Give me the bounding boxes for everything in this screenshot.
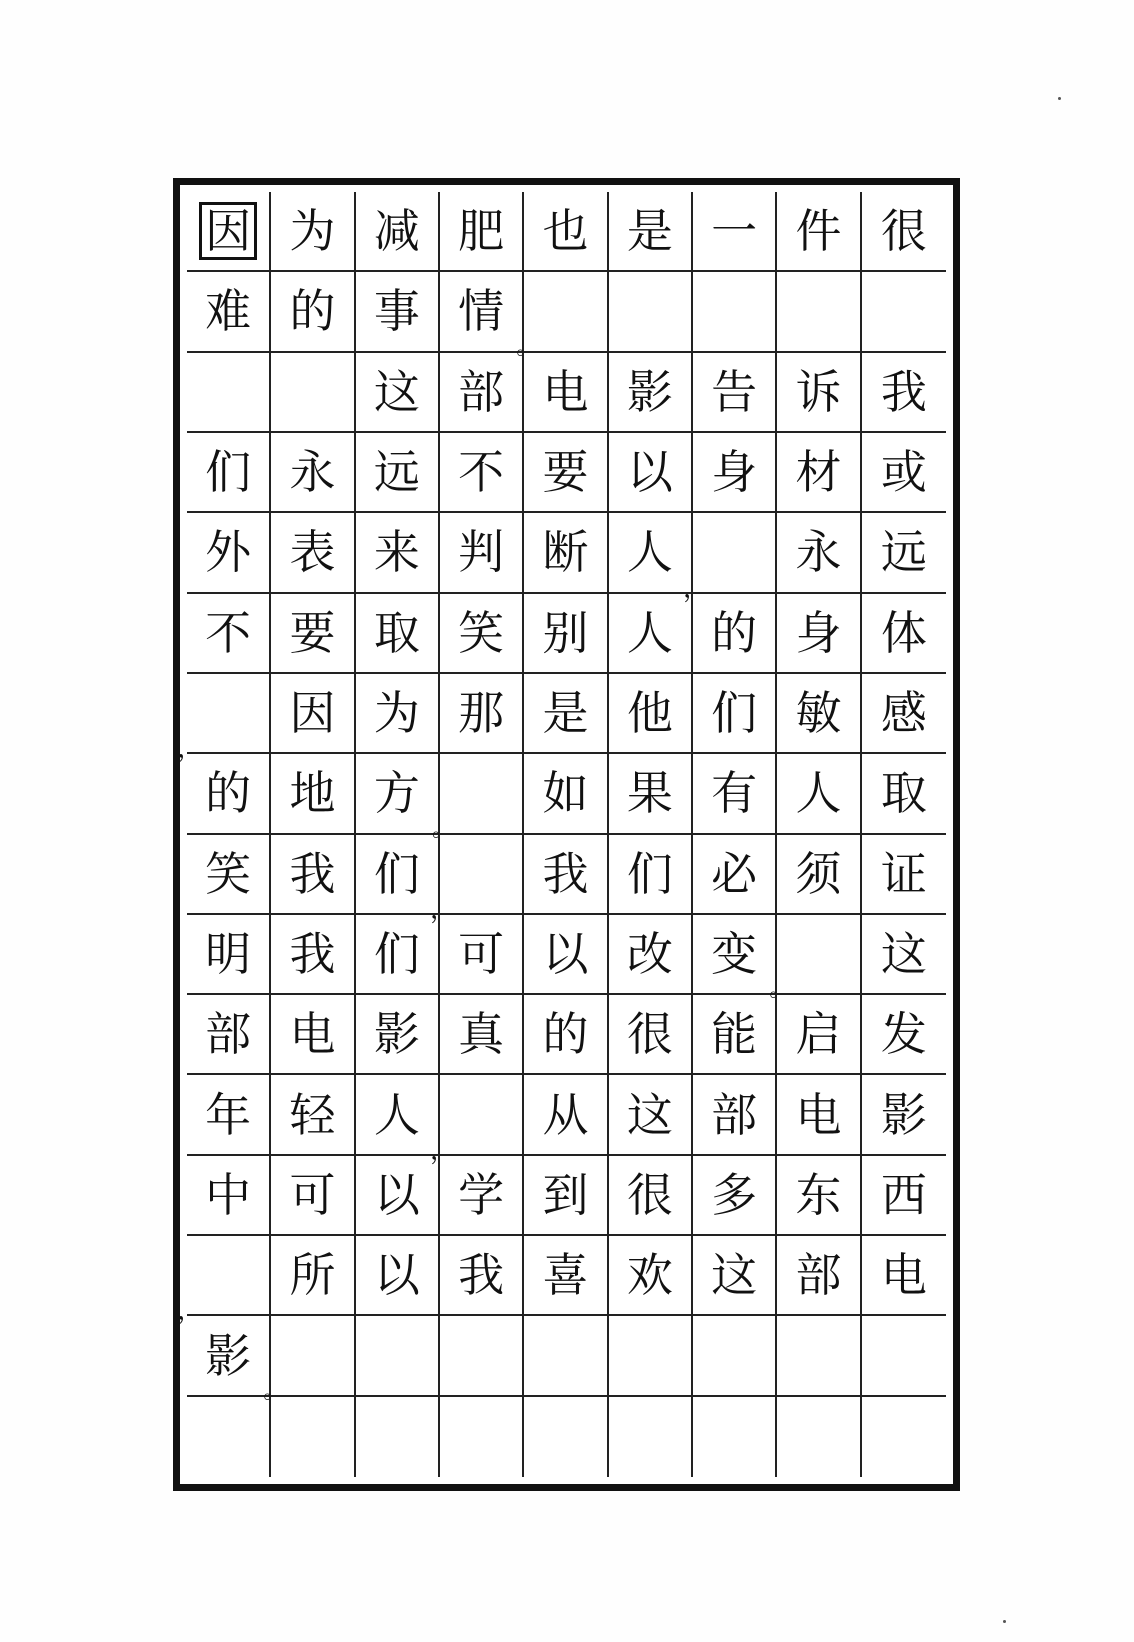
grid-cell [609, 674, 693, 754]
handwritten-character: 很 [626, 1167, 673, 1222]
handwritten-character: 取 [373, 605, 420, 660]
grid-cell [609, 1397, 693, 1477]
handwritten-character: 年 [205, 1087, 252, 1142]
grid-cell [693, 754, 777, 834]
grid-cell [356, 272, 440, 352]
handwritten-character: 我 [542, 846, 589, 901]
handwritten-character: 因 [205, 204, 252, 259]
handwritten-character: 外 [205, 525, 252, 580]
handwritten-character: 要 [289, 605, 336, 660]
grid-cell [777, 272, 861, 352]
handwritten-character: 件 [795, 204, 842, 259]
grid-cell [271, 1397, 355, 1477]
handwritten-character: 地 [289, 766, 336, 821]
grid-cell [187, 995, 271, 1075]
grid-cell [777, 674, 861, 754]
handwritten-character: 我 [289, 926, 336, 981]
grid-cell [609, 754, 693, 834]
handwritten-character: 为 [289, 204, 336, 259]
grid-cell [777, 1156, 861, 1236]
comma-mark: ， [430, 1135, 457, 1166]
handwritten-character: 我 [458, 1248, 505, 1303]
handwritten-character: 多 [711, 1167, 758, 1222]
handwritten-character: 东 [795, 1167, 842, 1222]
paper-speck [1003, 1620, 1006, 1623]
grid-cell [440, 272, 524, 352]
grid-cell [356, 995, 440, 1075]
paper-speck [1058, 97, 1061, 100]
handwritten-character: 感 [880, 686, 927, 741]
handwritten-character: 启 [795, 1007, 842, 1062]
grid-cell [430, 835, 524, 925]
comma-mark: ， [177, 1296, 204, 1327]
grid-cell [777, 1397, 861, 1477]
handwritten-character: 别 [542, 605, 589, 660]
grid-cell [862, 915, 946, 995]
handwritten-character: 影 [626, 364, 673, 419]
grid-cell [862, 1236, 946, 1316]
grid-cell [524, 674, 608, 754]
grid-cell [271, 192, 355, 272]
grid-cell [187, 272, 271, 352]
handwritten-character: 判 [458, 525, 505, 580]
grid-cell [693, 353, 777, 433]
handwritten-character: 影 [880, 1087, 927, 1142]
grid-cell [356, 353, 440, 433]
grid-cell [187, 915, 271, 995]
handwritten-character: 们 [373, 846, 420, 901]
grid-cell [693, 272, 777, 352]
handwritten-character: 真 [458, 1007, 505, 1062]
grid-cell [609, 1316, 693, 1396]
period-mark: 。 [263, 1378, 286, 1404]
grid-cell [516, 272, 608, 360]
handwritten-character: 变 [711, 926, 758, 981]
grid-cell [862, 513, 946, 593]
handwritten-character: 证 [880, 846, 927, 901]
grid-cell [683, 513, 777, 604]
grid-cell [187, 835, 271, 915]
grid-cell [777, 192, 861, 272]
handwritten-character: 永 [289, 445, 336, 500]
grid-cell [862, 272, 946, 352]
grid-cell [862, 1397, 946, 1477]
grid-cell [356, 1316, 440, 1396]
handwritten-character: 影 [205, 1328, 252, 1383]
handwritten-character: 到 [542, 1167, 589, 1222]
handwritten-character: 学 [458, 1167, 505, 1222]
handwritten-character: 笑 [205, 846, 252, 901]
handwritten-character: 以 [373, 1167, 420, 1222]
handwritten-character: 能 [711, 1007, 758, 1062]
handwritten-character: 为 [373, 686, 420, 741]
grid-cell [777, 513, 861, 593]
grid-cell [187, 1316, 271, 1396]
grid-cell [862, 835, 946, 915]
handwritten-character: 西 [880, 1167, 927, 1222]
grid-cell [356, 1156, 440, 1236]
grid-cell [609, 995, 693, 1075]
handwritten-character: 情 [458, 284, 505, 339]
handwritten-character: 人 [626, 525, 673, 580]
grid-cell [777, 1316, 861, 1396]
handwritten-character: 电 [880, 1248, 927, 1303]
grid-cell [271, 433, 355, 513]
handwritten-character: 断 [542, 525, 589, 580]
grid-cell [356, 754, 440, 834]
handwritten-character: 身 [795, 605, 842, 660]
handwritten-character: 不 [205, 605, 252, 660]
handwritten-character: 是 [542, 686, 589, 741]
handwritten-character: 发 [880, 1007, 927, 1062]
handwritten-character: 部 [795, 1248, 842, 1303]
handwritten-character: 减 [373, 204, 420, 259]
grid-cell [271, 835, 355, 915]
handwritten-character: 的 [205, 766, 252, 821]
grid-cell [693, 1156, 777, 1236]
period-mark: 。 [516, 334, 539, 360]
handwritten-character: 的 [289, 284, 336, 339]
handwritten-character: 所 [289, 1248, 336, 1303]
grid-cell [862, 1075, 946, 1155]
handwritten-character: 果 [626, 766, 673, 821]
grid-cell [440, 192, 524, 272]
handwritten-character: 电 [289, 1007, 336, 1062]
handwritten-character: 肥 [458, 204, 505, 259]
grid-cell [356, 433, 440, 513]
handwritten-character: 因 [289, 686, 336, 741]
handwritten-character: 远 [880, 525, 927, 580]
handwritten-character: 影 [373, 1007, 420, 1062]
handwritten-character: 必 [711, 846, 758, 901]
handwritten-character: 的 [542, 1007, 589, 1062]
comma-mark: ， [430, 894, 457, 925]
handwritten-character: 身 [711, 445, 758, 500]
handwritten-character: 诉 [795, 364, 842, 419]
handwritten-character: 电 [542, 364, 589, 419]
handwritten-character: 难 [205, 284, 252, 339]
handwritten-character: 来 [373, 525, 420, 580]
grid-cell [609, 835, 693, 915]
handwritten-character: 们 [711, 686, 758, 741]
handwritten-character: 取 [880, 766, 927, 821]
handwritten-character: 欢 [626, 1248, 673, 1303]
grid-cell [524, 995, 608, 1075]
handwritten-character: 中 [205, 1167, 252, 1222]
grid-cell [271, 995, 355, 1075]
handwritten-character: 笑 [458, 605, 505, 660]
grid-cell [862, 594, 946, 674]
period-mark: 。 [769, 977, 792, 1003]
grid-cell [432, 754, 524, 842]
handwritten-character: 材 [795, 445, 842, 500]
grid-cell [187, 1075, 271, 1155]
grid-cell [271, 272, 355, 352]
grid-cell [271, 674, 355, 754]
handwritten-character: 人 [795, 766, 842, 821]
handwritten-character: 们 [373, 926, 420, 981]
handwritten-character: 须 [795, 846, 842, 901]
grid-cell [440, 594, 524, 674]
grid-cell [440, 1397, 524, 1477]
handwritten-character: 以 [626, 445, 673, 500]
grid-cell [440, 1236, 524, 1316]
grid-cell [693, 1316, 777, 1396]
grid-cell [693, 594, 777, 674]
grid-cell [187, 754, 271, 834]
comma-mark: ， [683, 573, 710, 604]
grid-cell [609, 353, 693, 433]
grid-cell [430, 1075, 524, 1166]
writing-grid [177, 192, 946, 1477]
handwritten-character: 喜 [542, 1248, 589, 1303]
grid-cell [356, 1236, 440, 1316]
handwritten-character: 敏 [795, 686, 842, 741]
grid-cell [187, 433, 271, 513]
grid-cell [271, 353, 355, 433]
grid-cell [777, 1236, 861, 1316]
grid-cell [777, 995, 861, 1075]
grid-cell [862, 995, 946, 1075]
handwritten-character: 永 [795, 525, 842, 580]
grid-cell [271, 1075, 355, 1155]
grid-cell [271, 915, 355, 995]
grid-cell [440, 1156, 524, 1236]
handwritten-character: 或 [880, 445, 927, 500]
handwritten-character: 不 [458, 445, 505, 500]
grid-cell [271, 594, 355, 674]
handwritten-character: 有 [711, 766, 758, 821]
handwritten-character: 很 [626, 1007, 673, 1062]
grid-cell [356, 674, 440, 754]
handwritten-character: 轻 [289, 1087, 336, 1142]
handwritten-character: 远 [373, 445, 420, 500]
grid-cell [524, 353, 608, 433]
grid-cell [356, 835, 440, 915]
grid-cell [440, 433, 524, 513]
handwritten-character: 一 [711, 204, 758, 259]
grid-cell [609, 513, 693, 593]
grid-cell [609, 1156, 693, 1236]
grid-cell [356, 1075, 440, 1155]
grid-cell [524, 915, 608, 995]
grid-cell [777, 835, 861, 915]
grid-cell [524, 192, 608, 272]
handwritten-character: 是 [626, 204, 673, 259]
grid-cell [693, 1397, 777, 1477]
handwritten-character: 可 [289, 1167, 336, 1222]
period-mark: 。 [432, 816, 455, 842]
handwritten-character: 体 [880, 605, 927, 660]
grid-cell [187, 353, 271, 433]
handwritten-character: 这 [626, 1087, 673, 1142]
grid-cell [609, 433, 693, 513]
grid-cell [524, 1397, 608, 1477]
grid-cell [693, 1236, 777, 1316]
grid-cell [524, 754, 608, 834]
grid-cell [693, 192, 777, 272]
grid-cell [693, 433, 777, 513]
handwritten-character: 人 [373, 1087, 420, 1142]
grid-cell [693, 915, 777, 995]
grid-cell [862, 674, 946, 754]
grid-cell [440, 1316, 524, 1396]
grid-cell [524, 1316, 608, 1396]
grid-cell [524, 433, 608, 513]
handwritten-character: 的 [711, 605, 758, 660]
grid-cell [777, 353, 861, 433]
handwritten-character: 也 [542, 204, 589, 259]
handwritten-character: 们 [626, 846, 673, 901]
handwritten-character: 事 [373, 284, 420, 339]
grid-cell [356, 594, 440, 674]
grid-cell [693, 1075, 777, 1155]
handwritten-character: 以 [373, 1248, 420, 1303]
grid-cell [862, 353, 946, 433]
handwritten-character: 电 [795, 1087, 842, 1142]
handwritten-character: 从 [542, 1087, 589, 1142]
grid-cell [440, 353, 524, 433]
grid-cell [187, 594, 271, 674]
grid-cell [693, 995, 777, 1075]
grid-cell [271, 1156, 355, 1236]
grid-cell [609, 1075, 693, 1155]
grid-cell [524, 835, 608, 915]
grid-cell [769, 915, 861, 1003]
grid-cell [862, 754, 946, 834]
handwritten-character: 可 [458, 926, 505, 981]
handwritten-character: 以 [542, 926, 589, 981]
handwritten-character: 部 [205, 1007, 252, 1062]
grid-cell [263, 1316, 355, 1404]
grid-cell [609, 192, 693, 272]
handwritten-character: 方 [373, 766, 420, 821]
grid-cell [609, 594, 693, 674]
grid-cell [356, 1397, 440, 1477]
handwritten-character: 很 [880, 204, 927, 259]
grid-cell [440, 674, 524, 754]
handwritten-character: 表 [289, 525, 336, 580]
grid-cell [777, 433, 861, 513]
grid-cell [356, 513, 440, 593]
grid-cell [271, 513, 355, 593]
handwritten-character: 部 [458, 364, 505, 419]
grid-cell [187, 192, 271, 272]
handwritten-character: 这 [711, 1248, 758, 1303]
writing-grid-frame [173, 178, 960, 1491]
handwritten-character: 我 [289, 846, 336, 901]
grid-cell [440, 995, 524, 1075]
grid-cell [524, 513, 608, 593]
grid-cell [862, 433, 946, 513]
grid-cell [777, 754, 861, 834]
grid-cell [440, 513, 524, 593]
handwritten-character: 们 [205, 445, 252, 500]
grid-cell [187, 513, 271, 593]
grid-cell [524, 1236, 608, 1316]
handwritten-character: 部 [711, 1087, 758, 1142]
handwritten-character: 告 [711, 364, 758, 419]
grid-cell [862, 1156, 946, 1236]
grid-cell [693, 835, 777, 915]
grid-cell [609, 915, 693, 995]
handwritten-character: 要 [542, 445, 589, 500]
grid-cell [271, 1236, 355, 1316]
comma-mark: ， [177, 734, 204, 765]
handwritten-character: 改 [626, 926, 673, 981]
handwritten-character: 这 [880, 926, 927, 981]
grid-cell [609, 1236, 693, 1316]
grid-cell [356, 915, 440, 995]
grid-cell [187, 1397, 271, 1477]
grid-cell [440, 915, 524, 995]
handwritten-character: 人 [626, 605, 673, 660]
handwritten-character: 如 [542, 766, 589, 821]
grid-cell [862, 1316, 946, 1396]
grid-cell [177, 1236, 271, 1327]
handwritten-character: 他 [626, 686, 673, 741]
grid-cell [271, 754, 355, 834]
grid-cell [187, 1156, 271, 1236]
grid-cell [524, 594, 608, 674]
grid-cell [609, 272, 693, 352]
handwritten-character: 明 [205, 926, 252, 981]
grid-cell [693, 674, 777, 754]
handwritten-character: 我 [880, 364, 927, 419]
grid-cell [777, 594, 861, 674]
grid-cell [524, 1075, 608, 1155]
grid-cell [862, 192, 946, 272]
handwritten-character: 这 [373, 364, 420, 419]
grid-cell [356, 192, 440, 272]
handwritten-character: 那 [458, 686, 505, 741]
grid-cell [777, 1075, 861, 1155]
grid-cell [177, 674, 271, 765]
grid-cell [524, 1156, 608, 1236]
